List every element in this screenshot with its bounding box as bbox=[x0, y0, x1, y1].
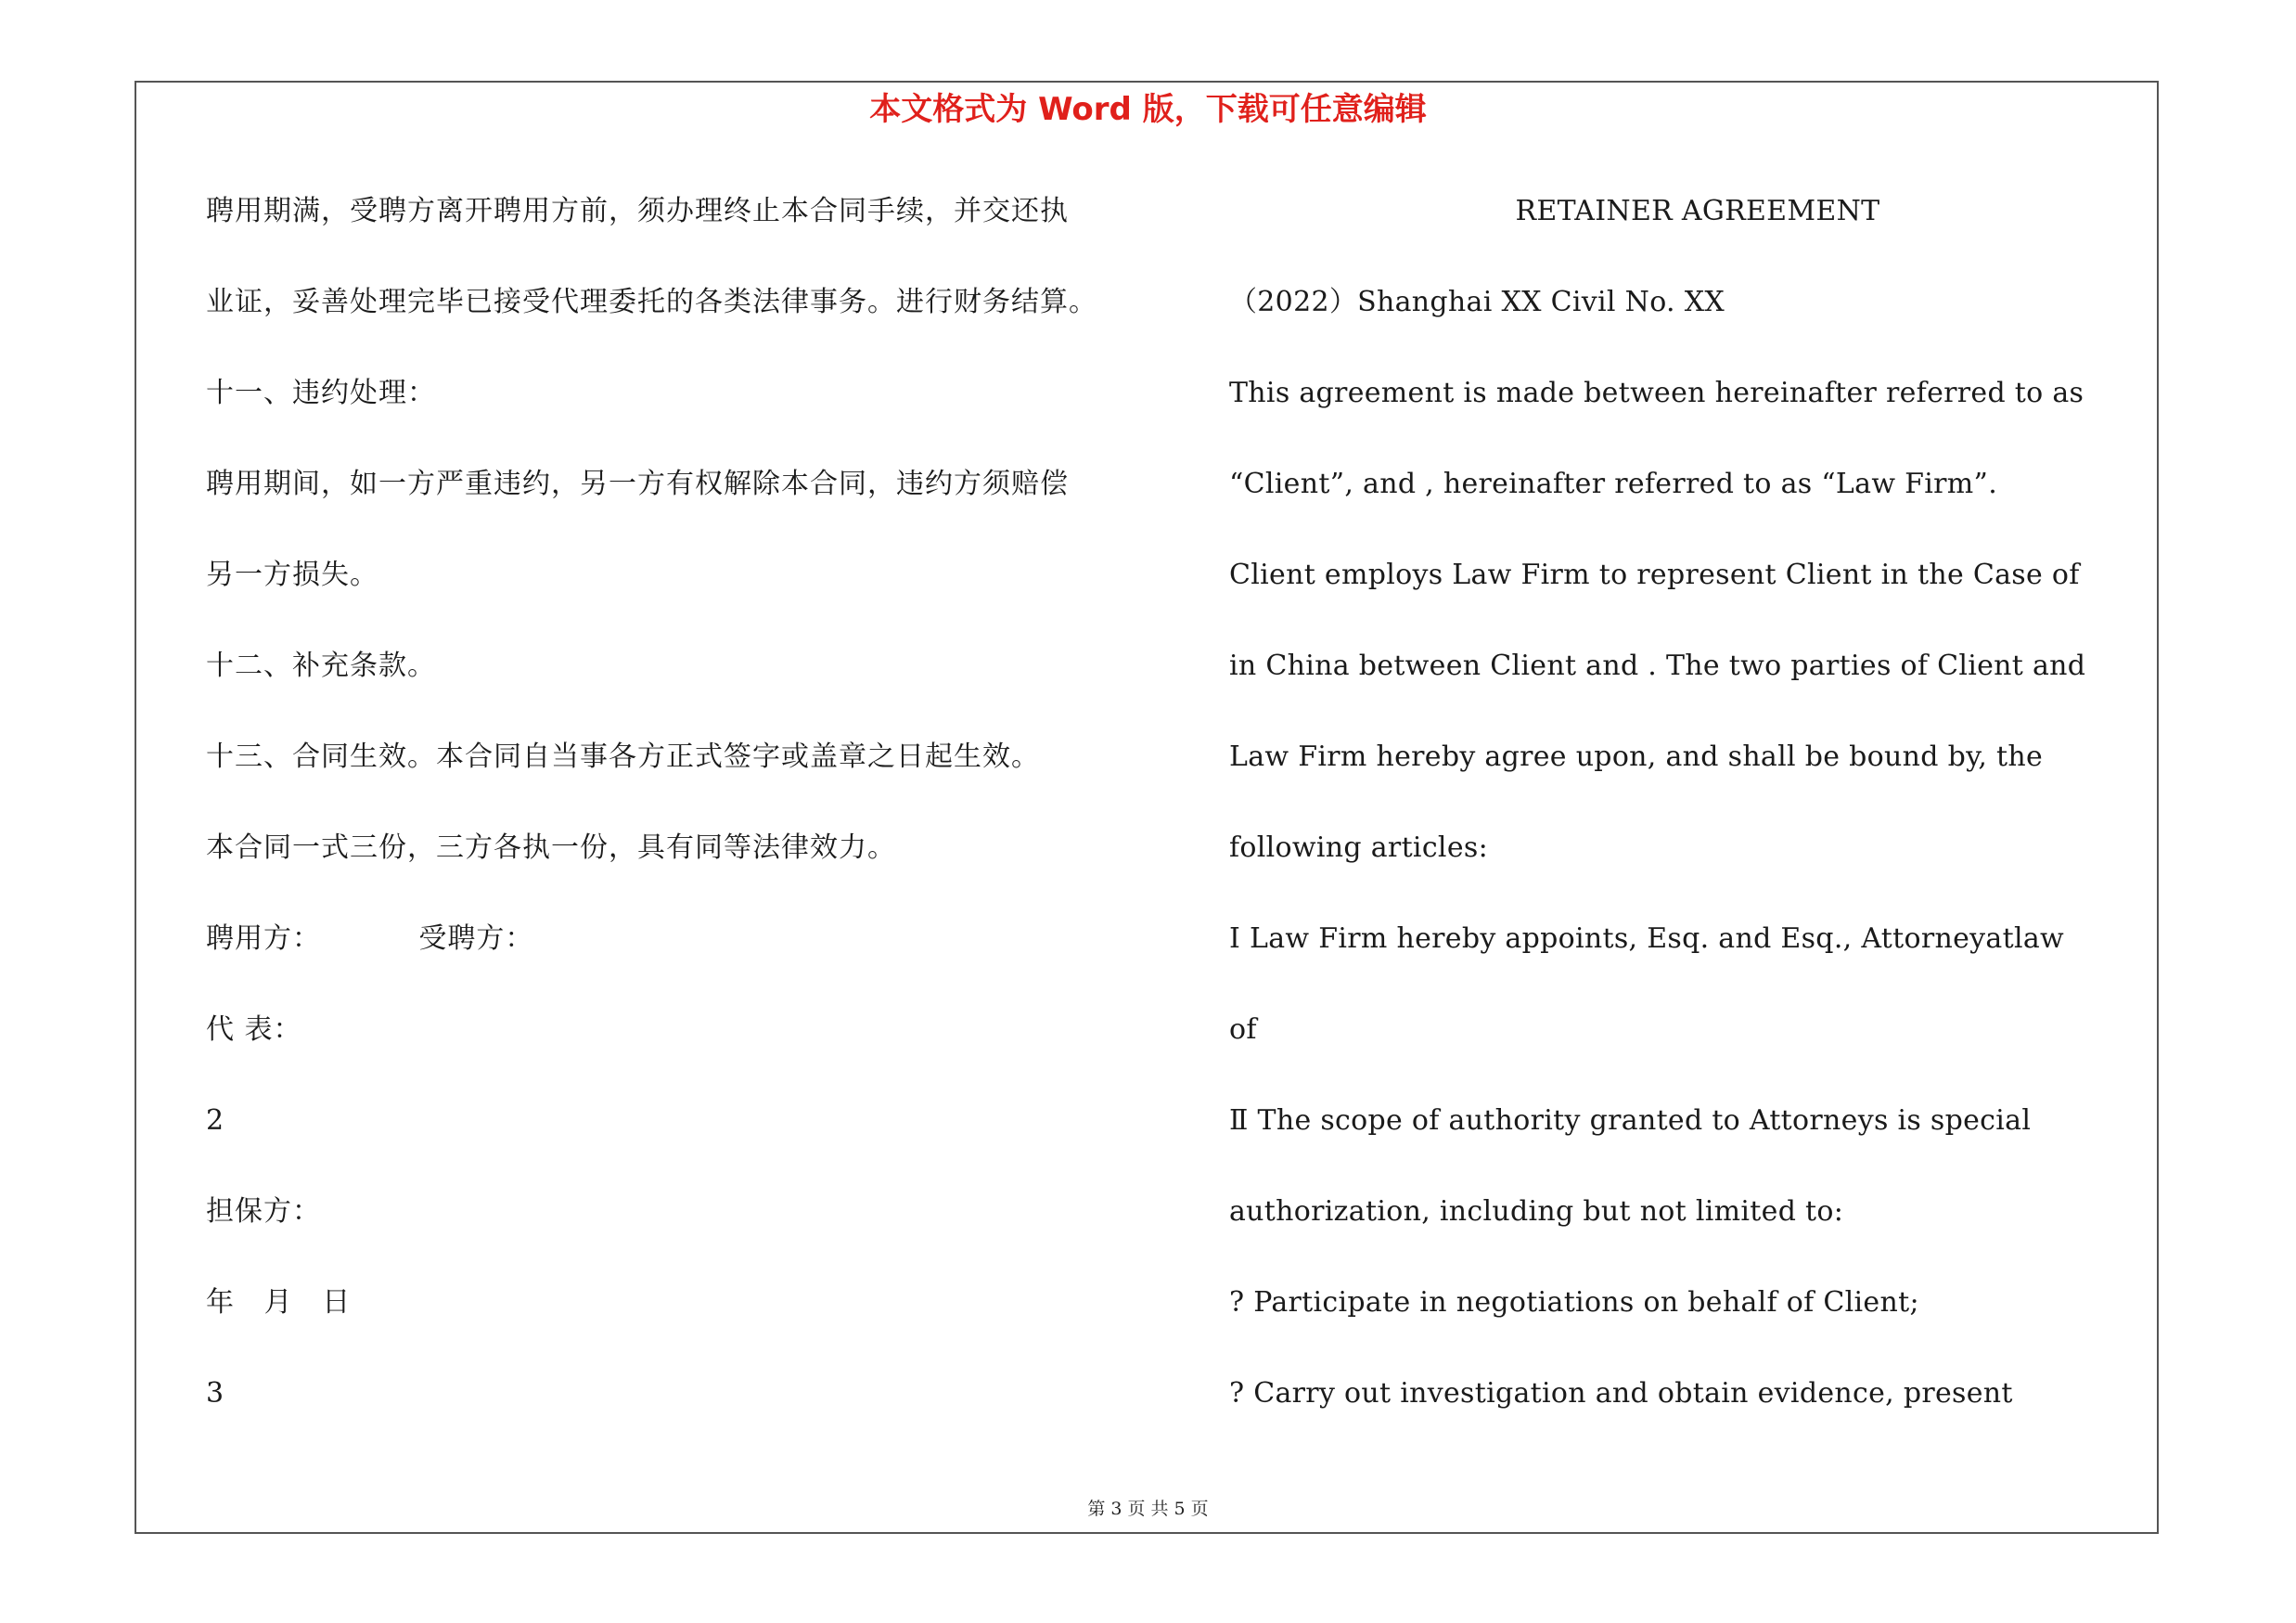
case-number: （2022）Shanghai XX Civil No. XX bbox=[1229, 286, 1725, 318]
left-line: 2 bbox=[206, 1104, 225, 1137]
left-column bbox=[206, 184, 1152, 1457]
article-two: Ⅱ The scope of authority granted to Attorneys is special bbox=[1229, 1104, 2032, 1137]
left-line: 十二、补充条款。 bbox=[206, 650, 436, 682]
guarantor-line: 担保方： bbox=[206, 1195, 321, 1228]
right-line: authorization, including but not limited to: bbox=[1229, 1195, 1844, 1228]
left-line: 十三、合同生效。本合同自当事各方正式签字或盖章之日起生效。 bbox=[206, 741, 1040, 773]
right-column bbox=[1229, 184, 2166, 1457]
left-line: 聘用期间，如一方严重违约，另一方有权解除本合同，违约方须赔偿 bbox=[206, 468, 1069, 500]
right-line: following articles: bbox=[1229, 831, 1488, 864]
left-line: 本合同一式三份，三方各执一份，具有同等法律效力。 bbox=[206, 831, 896, 864]
right-line: This agreement is made between hereinafter referred to as bbox=[1229, 377, 2084, 409]
left-line: 聘用期满，受聘方离开聘用方前，须办理终止本合同手续，并交还执 bbox=[206, 195, 1069, 227]
left-line: 另一方损失。 bbox=[206, 559, 378, 591]
right-line: Law Firm hereby agree upon, and shall be bound by, the bbox=[1229, 741, 2044, 773]
left-line: 3 bbox=[206, 1377, 225, 1410]
word-format-banner: 本文格式为 Word 版，下载可任意编辑 bbox=[869, 91, 1427, 128]
left-line: 业证，妥善处理完毕已接受代理委托的各类法律事务。进行财务结算。 bbox=[206, 286, 1097, 318]
representative-line: 代 表： bbox=[206, 1013, 302, 1046]
page-number-footer: 第 3 页 共 5 页 bbox=[1087, 1499, 1209, 1519]
right-line: Client employs Law Firm to represent Client in the Case of bbox=[1229, 559, 2080, 591]
left-line: 十一、违约处理： bbox=[206, 377, 436, 409]
bullet-item: ? Carry out investigation and obtain evidence, present bbox=[1229, 1377, 2013, 1410]
date-line: 年 月 日 bbox=[206, 1286, 352, 1319]
right-line: “Client”, and , hereinafter referred to as “Law Firm”. bbox=[1229, 468, 1998, 500]
right-line: of bbox=[1229, 1013, 1257, 1046]
agreement-title: RETAINER AGREEMENT bbox=[1515, 195, 1880, 227]
article-one: Ⅰ Law Firm hereby appoints, Esq. and Esq., Attorneyatlaw bbox=[1229, 922, 2064, 955]
right-line: in China between Client and . The two parties of Client and bbox=[1229, 650, 2086, 682]
signature-parties-line: 聘用方： 受聘方： bbox=[206, 922, 534, 955]
bullet-item: ? Participate in negotiations on behalf of Client; bbox=[1229, 1286, 1919, 1319]
